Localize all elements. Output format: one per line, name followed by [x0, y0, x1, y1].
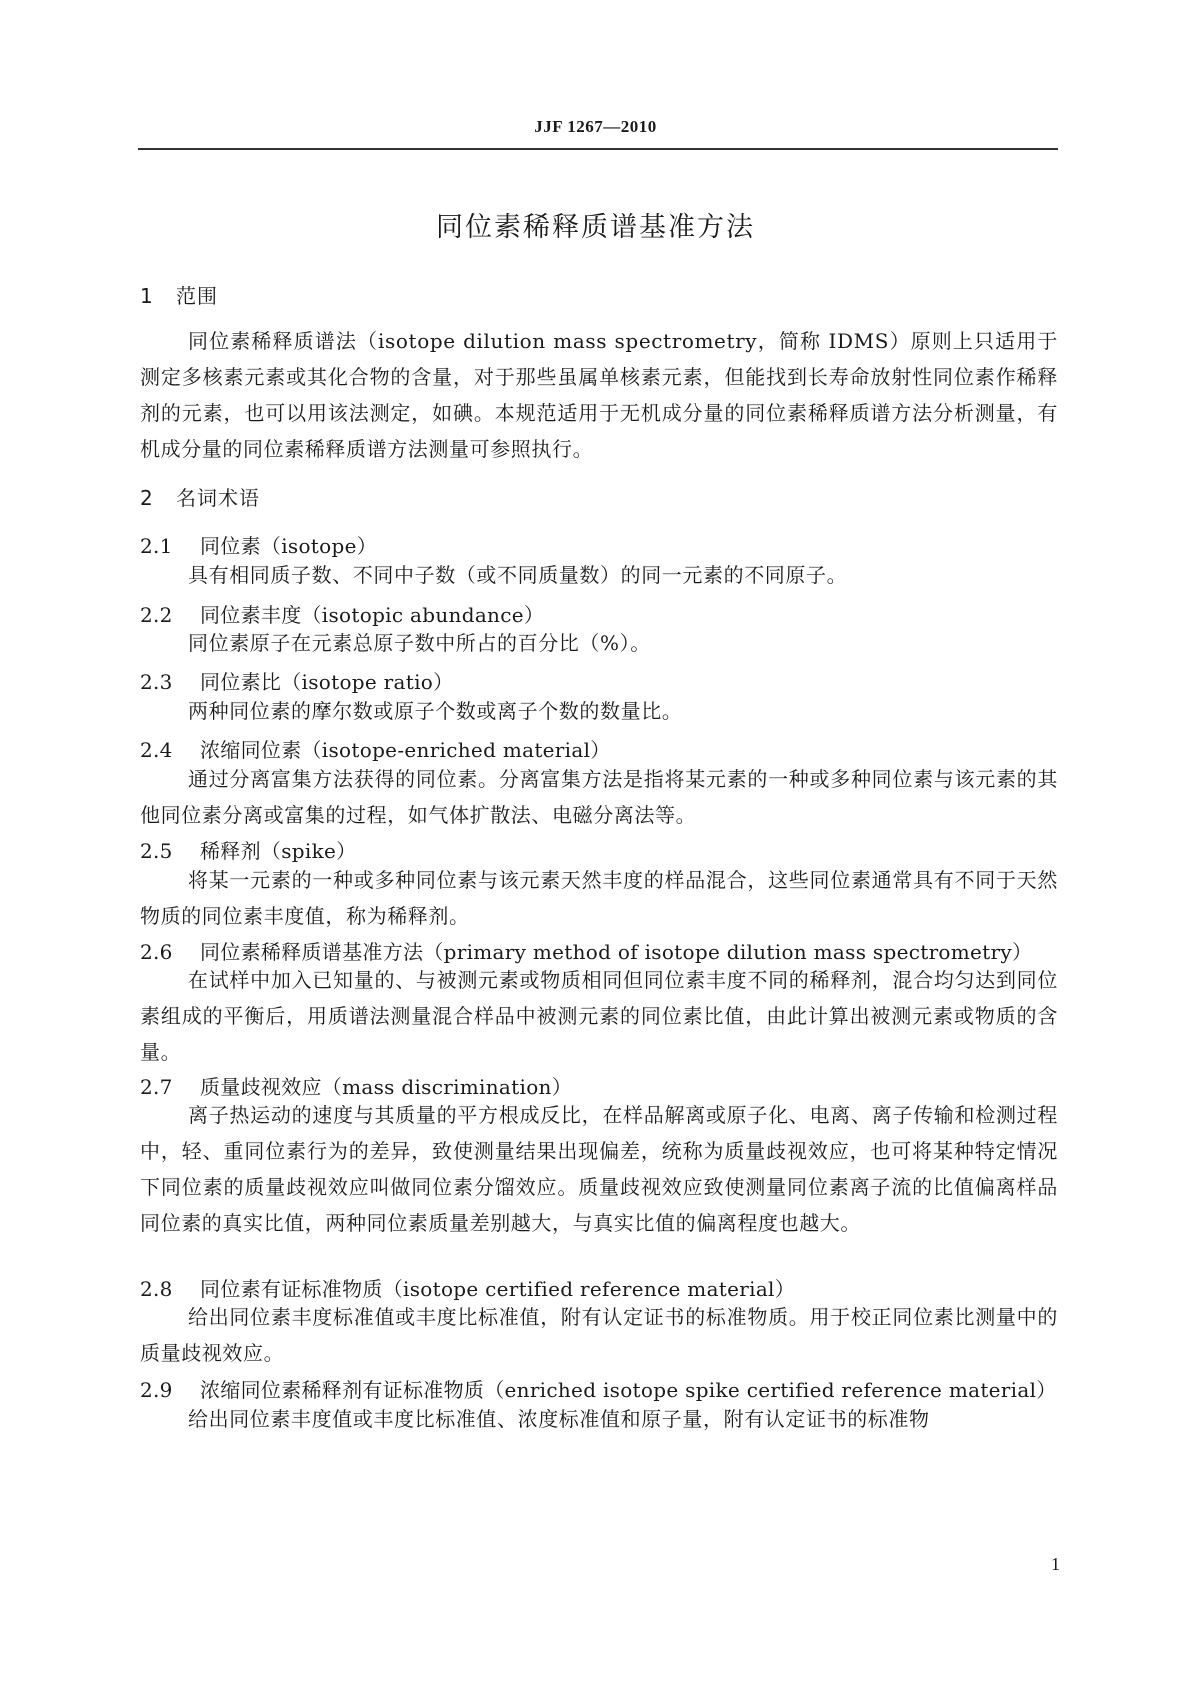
term-heading	[140, 599, 1080, 628]
term-heading	[140, 530, 1080, 559]
section-number: 2	[140, 486, 154, 510]
term-title: 同位素比（isotope ratio）	[200, 670, 454, 694]
section-title: 范围	[176, 284, 218, 308]
document-title: 同位素稀释质谱基准方法	[436, 212, 755, 243]
term-definition: 两种同位素的摩尔数或原子个数或离子个数的数量比。	[188, 699, 683, 723]
term-definition: 给出同位素丰度标准值或丰度比标准值，附有认定证书的标准物质。用于校正同位素比测量中的质量歧视效应。	[140, 1305, 1058, 1365]
term-definition: 在试样中加入已知量的、与被测元素或物质相同但同位素丰度不同的稀释剂，混合均匀达到同位素组成的平衡后，用质谱法测量混合样品中被测元素的同位素比值，由此计算出被测元素或物质的含量。	[140, 968, 1058, 1064]
term-title: 同位素（isotope）	[200, 534, 378, 558]
term-title: 质量歧视效应（mass discrimination）	[200, 1075, 573, 1099]
section-number: 1	[140, 284, 154, 308]
header-rule	[138, 148, 1058, 150]
section-2-heading	[140, 482, 260, 511]
term-definition: 离子热运动的速度与其质量的平方根成反比，在样品解离或原子化、电离、离子传输和检测过程中，轻、重同位素行为的差异，致使测量结果出现偏差，统称为质量歧视效应，也可将某种特定情况下同位素的质量歧视效应叫做同位素分馏效应。质量歧视效应致使测量同位素离子流的比值偏离样品同位素的真实比值，两种同位素质量差别越大，与真实比值的偏离程度也越大。	[140, 1103, 1058, 1235]
term-number: 2.9	[140, 1378, 173, 1402]
standard-number: JJF 1267—2010	[534, 117, 657, 136]
term-number: 2.3	[140, 670, 173, 694]
term-definition: 具有相同质子数、不同中子数（或不同质量数）的同一元素的不同原子。	[188, 563, 848, 587]
term-title: 浓缩同位素（isotope-enriched material）	[200, 738, 611, 762]
term-number: 2.2	[140, 603, 173, 627]
term-number: 2.1	[140, 534, 173, 558]
term-number: 2.6	[140, 940, 173, 964]
section-title: 名词术语	[176, 486, 260, 510]
term-heading	[140, 936, 1080, 965]
section-1-paragraph: 同位素稀释质谱法（isotope dilution mass spectrometry，简称 IDMS）原则上只适用于测定多核素元素或其化合物的含量，对于那些虽属单核素元素，但能找到长寿命放射性同位素作稀释剂的元素，也可以用该法测定，如碘。本规范适用于无机成分量的同位素稀释质谱方法分析测量，有机成分量的同位素稀释质谱方法测量可参照执行。	[140, 329, 1058, 461]
term-number: 2.8	[140, 1277, 173, 1301]
term-title: 同位素稀释质谱基准方法（primary method of isotope dilution mass spectrometry）	[200, 940, 1033, 964]
term-definition: 同位素原子在元素总原子数中所占的百分比（%）。	[188, 631, 651, 655]
term-number: 2.5	[140, 839, 173, 863]
page-number: 1	[1051, 1554, 1060, 1574]
term-title: 同位素丰度（isotopic abundance）	[200, 603, 545, 627]
term-heading	[140, 835, 1080, 864]
term-definition: 通过分离富集方法获得的同位素。分离富集方法是指将某元素的一种或多种同位素与该元素的其他同位素分离或富集的过程，如气体扩散法、电磁分离法等。	[140, 767, 1058, 827]
term-title: 同位素有证标准物质（isotope certified reference material）	[200, 1277, 796, 1301]
term-number: 2.7	[140, 1075, 173, 1099]
term-heading	[140, 1273, 1080, 1302]
term-number: 2.4	[140, 738, 173, 762]
term-definition: 将某一元素的一种或多种同位素与该元素天然丰度的样品混合，这些同位素通常具有不同于天然物质的同位素丰度值，称为稀释剂。	[140, 868, 1058, 928]
term-title: 浓缩同位素稀释剂有证标准物质（enriched isotope spike certified reference material）	[200, 1378, 1057, 1402]
term-heading	[140, 734, 1080, 763]
term-heading	[140, 1374, 1080, 1403]
term-title: 稀释剂（spike）	[200, 839, 357, 863]
section-1-heading	[140, 280, 218, 309]
term-heading	[140, 666, 1080, 695]
term-definition: 给出同位素丰度值或丰度比标准值、浓度标准值和原子量，附有认定证书的标准物	[188, 1407, 930, 1431]
term-heading	[140, 1071, 1080, 1100]
